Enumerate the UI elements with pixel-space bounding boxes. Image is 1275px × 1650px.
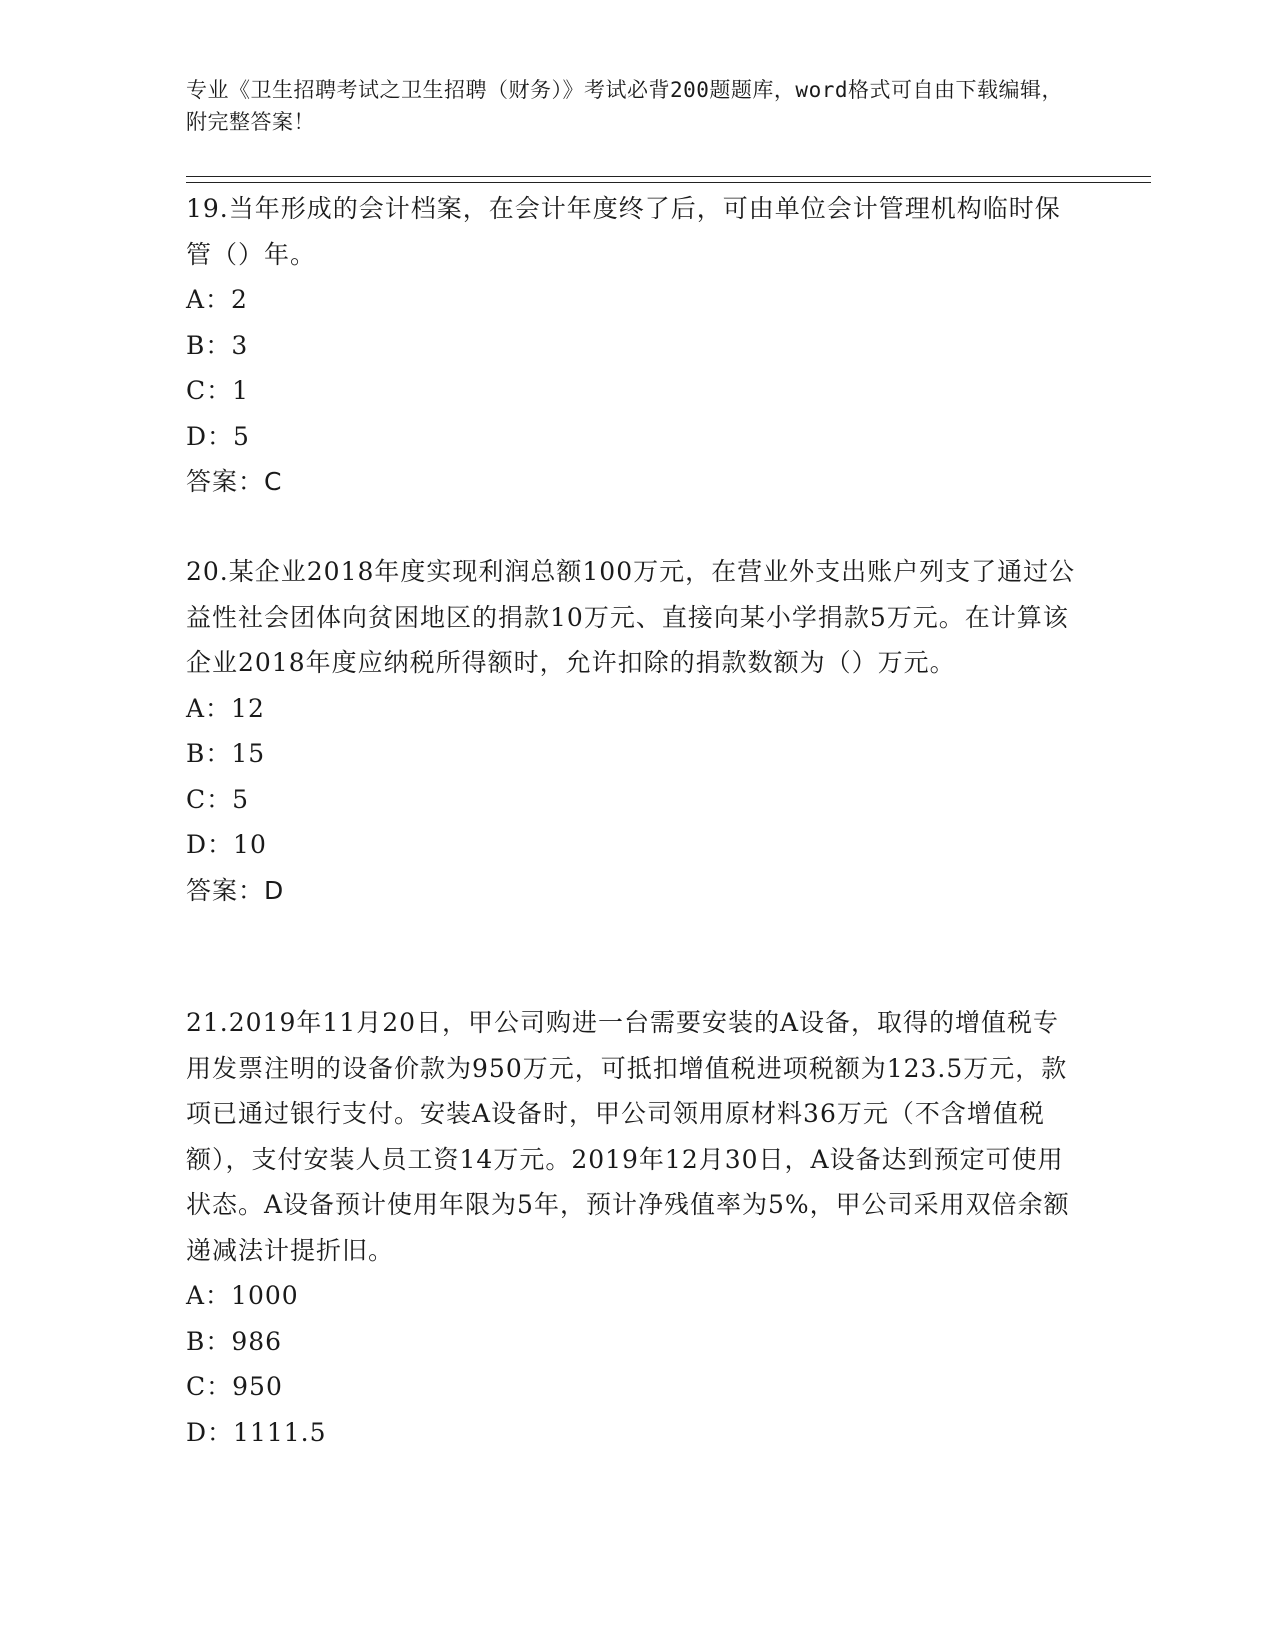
option-a: A：2	[186, 285, 248, 314]
option-b: B：15	[186, 739, 266, 768]
option-d: D：1111.5	[186, 1417, 327, 1447]
answer-line: 答案：D	[186, 875, 285, 905]
option-d: D：10	[186, 830, 267, 859]
question-stem: 20.某企业2018年度实现利润总额100万元，在营业外支出账户列支了通过公益性社会团体向贫困地区的捐款10万元、直接向某小学捐款5万元。在计算该企业2018年度应纳税所得额时，允许扣除的捐款数额为（）万元。	[186, 557, 1076, 677]
option-c: C：950	[186, 1372, 283, 1401]
question-19	[186, 186, 1076, 505]
question-stem: 21.2019年11月20日，甲公司购进一台需要安装的A设备，取得的增值税专用发票注明的设备价款为950万元，可抵扣增值税进项税额为123.5万元，款项已通过银行支付。安装A设备时，甲公司领用原材料36万元（不含增值税额），支付安装人员工资14万元。2019年12月30日，A设备达到预定可使用状态。A设备预计使用年限为5年，预计净残值率为5%，甲公司采用双倍余额递减法计提折旧。	[186, 1008, 1070, 1265]
header-divider-bottom	[186, 182, 1151, 183]
document-header: 专业《卫生招聘考试之卫生招聘（财务）》考试必背200题题库，word格式可自由下载编辑，附完整答案！	[186, 78, 1063, 134]
question-21	[186, 1000, 1076, 1455]
question-20	[186, 549, 1076, 913]
option-b: B：986	[186, 1326, 283, 1356]
option-c: C：5	[186, 784, 250, 814]
answer-line: 答案：C	[186, 467, 283, 496]
option-a: A：12	[186, 693, 265, 723]
question-stem: 19.当年形成的会计档案，在会计年度终了后，可由单位会计管理机构临时保管（）年。	[186, 194, 1061, 269]
header-divider-top	[186, 176, 1151, 177]
option-b: B：3	[186, 330, 249, 360]
option-d: D：5	[186, 421, 250, 451]
option-c: C：1	[186, 376, 250, 405]
option-a: A：1000	[186, 1281, 299, 1310]
